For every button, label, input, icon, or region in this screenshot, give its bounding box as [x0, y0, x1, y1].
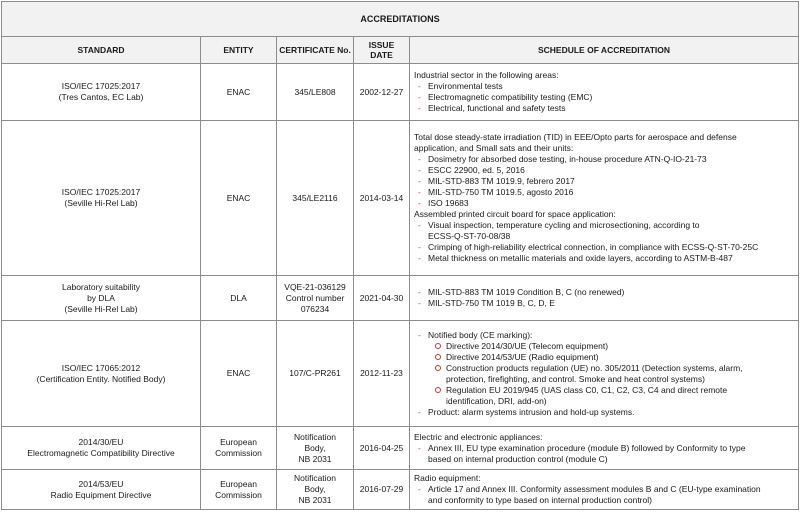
column-header-issue-date: ISSUE DATE	[354, 37, 410, 64]
issue-date-cell: 2016-04-25	[354, 427, 410, 470]
standard-cell: 2014/30/EU Electromagnetic Compatibility Directive	[2, 427, 201, 470]
certificate-cell: VQE-21-036129 Control number 076234	[277, 276, 354, 321]
certificate-cell: 107/C-PR261	[277, 321, 354, 427]
circle-bullet-icon	[435, 354, 441, 360]
column-header-schedule: SCHEDULE OF ACCREDITATION	[410, 37, 799, 64]
table-row	[2, 321, 799, 427]
circle-bullet-icon	[435, 387, 441, 393]
table-row	[2, 276, 799, 321]
issue-date-cell: 2012-11-23	[354, 321, 410, 427]
standard-cell: ISO/IEC 17025:2017 (Tres Cantos, EC Lab)	[2, 64, 201, 121]
issue-date-cell: 2021-04-30	[354, 276, 410, 321]
table-row	[2, 121, 799, 276]
entity-cell: ENAC	[201, 64, 277, 121]
standard-cell: ISO/IEC 17025:2017 (Seville Hi-Rel Lab)	[2, 121, 201, 276]
table-row	[2, 470, 799, 510]
table-row	[2, 427, 799, 470]
certificate-cell: Notification Body, NB 2031	[277, 427, 354, 470]
entity-cell: ENAC	[201, 121, 277, 276]
entity-cell: DLA	[201, 276, 277, 321]
schedule-cell: Industrial sector in the following areas: - Environmental tests - Electromagnetic compatibility testing (EMC) - Electrical, functional and safety tests	[410, 64, 799, 121]
certificate-cell: 345/LE2116	[277, 121, 354, 276]
table-row	[2, 64, 799, 121]
accreditations-table	[1, 1, 799, 510]
entity-cell: ENAC	[201, 321, 277, 427]
column-header-entity: ENTITY	[201, 37, 277, 64]
issue-date-cell: 2014-03-14	[354, 121, 410, 276]
column-header-standard: STANDARD	[2, 37, 201, 64]
schedule-cell: - Notified body (CE marking): Directive 2014/30/UE (Telecom equipment) Directive 2014/53/UE (Radio equipment) Construction products regulation (UE) no. 305/2011 (Detection systems, alarm, protection, firefighting, and control. Smoke and heat control systems) Regulation EU 2019/945 (UAS class C0, C1, C2, C3, C4 and direct remote identification, DRI, add-on) - Product: alarm systems intrusion and hold-up systems.	[410, 321, 799, 427]
issue-date-cell: 2002-12-27	[354, 64, 410, 121]
schedule-cell: Electric and electronic appliances: - Annex III, EU type examination procedure (module B) followed by Conformity to type based on internal production control (module C)	[410, 427, 799, 470]
schedule-cell: - MIL-STD-883 TM 1019 Condition B, C (no renewed) - MIL-STD-750 TM 1019 B, C, D, E	[410, 276, 799, 321]
schedule-cell: Radio equipment: - Article 17 and Annex III. Conformity assessment modules B and C (EU-type examination and conformity to type based on internal production control)	[410, 470, 799, 510]
certificate-cell: Notification Body, NB 2031	[277, 470, 354, 510]
column-header-certificate: CERTIFICATE No.	[277, 37, 354, 64]
entity-cell: European Commission	[201, 470, 277, 510]
standard-cell: 2014/53/EU Radio Equipment Directive	[2, 470, 201, 510]
issue-date-cell: 2016-07-29	[354, 470, 410, 510]
standard-cell: Laboratory suitability by DLA (Seville Hi-Rel Lab)	[2, 276, 201, 321]
certificate-cell: 345/LE808	[277, 64, 354, 121]
entity-cell: European Commission	[201, 427, 277, 470]
standard-cell: ISO/IEC 17065:2012 (Certification Entity. Notified Body)	[2, 321, 201, 427]
schedule-cell: Total dose steady-state irradiation (TID) in EEE/Opto parts for aerospace and defense application, and Small sats and their units: - Dosimetry for absorbed dose testing, in-house procedure ATN-Q-IO-21-73 - ESCC 22900, ed. 5, 2016 - MIL-STD-883 TM 1019.9, febrero 2017 - MIL-STD-750 TM 1019.5, agosto 2016 - ISO 19683 Assembled printed circuit board for space application: - Visual inspection, temperature cycling and microsectioning, according to ECSS-Q-ST-70-08/38 - Crimping of high-reliability electrical connection, in compliance with ECSS-Q-ST-70-25C - Metal thickness on metallic materials and oxide layers, according to ASTM-B-487	[410, 121, 799, 276]
circle-bullet-icon	[435, 365, 441, 371]
table-title: ACCREDITATIONS	[2, 2, 799, 37]
circle-bullet-icon	[435, 343, 441, 349]
